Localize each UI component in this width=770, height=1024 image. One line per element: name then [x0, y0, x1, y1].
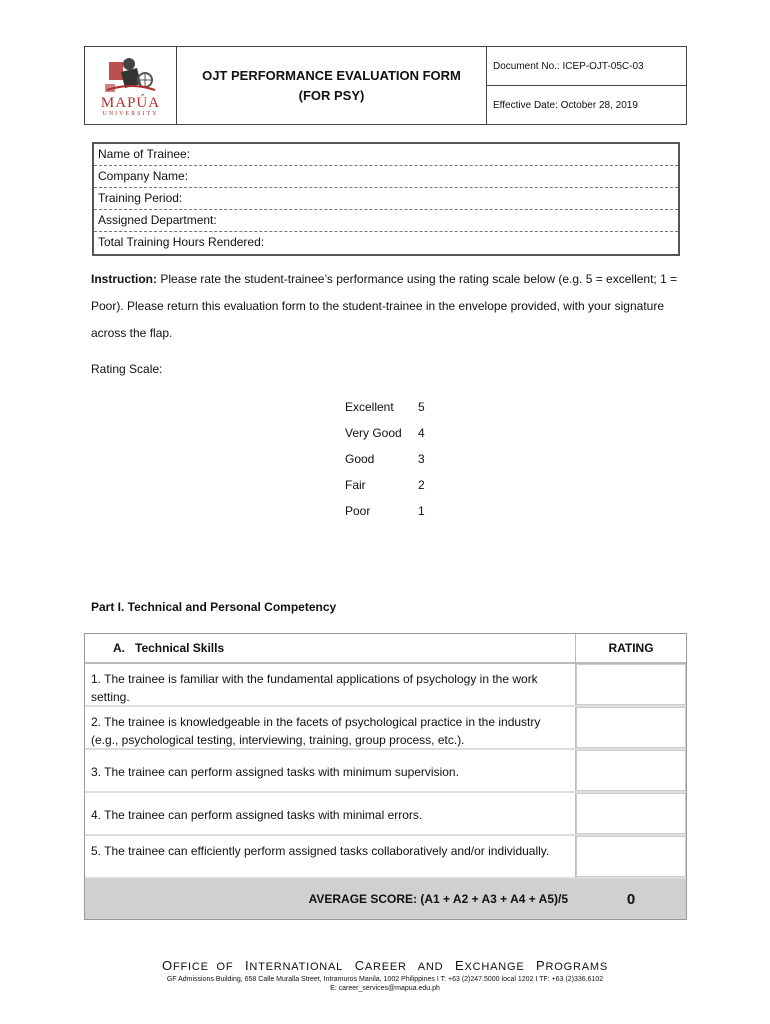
scale-value: 2 — [418, 478, 425, 492]
office-word-cap: C — [354, 958, 365, 973]
section-header: A. Technical Skills — [85, 634, 576, 662]
technical-skills-table — [84, 633, 687, 920]
document-info — [487, 47, 686, 124]
scale-item — [345, 504, 425, 530]
rating-header: RATING — [608, 641, 654, 655]
table-row — [85, 793, 686, 836]
form-title — [177, 47, 487, 124]
rating-cell — [576, 707, 686, 748]
office-word-cap: I — [244, 958, 250, 973]
scale-item — [345, 452, 425, 478]
office-word: AREER — [364, 961, 407, 973]
scale-item — [345, 478, 425, 504]
instruction-label: Instruction: — [91, 272, 157, 286]
office-word-cap: O — [162, 958, 173, 973]
table-row — [85, 664, 686, 707]
rating-input[interactable] — [576, 707, 686, 748]
skill-item-text: 2. The trainee is knowledgeable in the facets of psychological practice in the industry (e.g., psychological testing, interviewing, training, group process, etc.). — [85, 707, 576, 748]
rating-input[interactable] — [576, 750, 686, 791]
scale-label: Fair — [345, 478, 366, 492]
scale-label: Very Good — [345, 426, 402, 440]
scale-value: 5 — [418, 400, 425, 414]
rating-cell — [576, 664, 686, 705]
scale-item — [345, 400, 425, 426]
office-email: E: career_services@mapua.edu.ph — [330, 985, 440, 992]
form-title-line2: (FOR PSY) — [298, 87, 365, 103]
rating-cell — [576, 750, 686, 791]
office-word: ROGRAMS — [545, 961, 608, 973]
form-header — [84, 46, 687, 125]
rating-scale-label: Rating Scale: — [91, 362, 163, 376]
effective-date: Effective Date: October 28, 2019 — [487, 85, 686, 124]
rating-input[interactable] — [576, 664, 686, 705]
assigned-department-field[interactable]: Assigned Department: — [94, 210, 678, 232]
table-row — [85, 750, 686, 793]
logo-name: MAPÚA — [100, 94, 161, 111]
office-name — [0, 958, 770, 973]
company-name-field[interactable]: Company Name: — [94, 166, 678, 188]
instruction-paragraph — [91, 266, 691, 347]
table-row — [85, 836, 686, 879]
university-logo — [85, 47, 177, 124]
office-word-cap: E — [454, 958, 465, 973]
trainee-name-field[interactable]: Name of Trainee: — [94, 144, 678, 166]
office-word: AND — [417, 961, 444, 973]
scale-label: Excellent — [345, 400, 394, 414]
total-hours-field[interactable]: Total Training Hours Rendered: — [98, 235, 265, 249]
rating-input[interactable] — [576, 793, 686, 834]
office-word: XCHANGE — [464, 961, 525, 973]
office-word-cap: P — [536, 958, 546, 973]
office-word: NTERNATIONAL — [249, 961, 344, 973]
scale-value: 3 — [418, 452, 425, 466]
office-word: OF — [216, 961, 234, 973]
rating-cell — [576, 793, 686, 834]
scale-value: 4 — [418, 426, 425, 440]
instruction-text: Please rate the student-trainee’s performance using the rating scale below (e.g. 5 = excellent; 1 = Poor). Please return this evaluation form to the student-trainee in the envelope provided, with your signature across the flap. — [91, 272, 678, 340]
scale-value: 1 — [418, 504, 425, 518]
rating-scale-list — [345, 400, 425, 530]
average-score-row — [85, 879, 686, 919]
skill-item-text: 5. The trainee can efficiently perform assigned tasks collaboratively and/or individually. — [85, 836, 576, 877]
form-title-line1: OJT PERFORMANCE EVALUATION FORM — [202, 67, 461, 83]
page-footer — [0, 958, 770, 992]
part1-title: Part I. Technical and Personal Competency — [91, 600, 337, 614]
scale-label: Poor — [345, 504, 371, 518]
average-score-value: 0 — [626, 890, 636, 908]
skill-item-text: 3. The trainee can perform assigned tasks with minimum supervision. — [85, 750, 576, 791]
rating-cell — [576, 836, 686, 877]
skill-item-text: 1. The trainee is familiar with the fundamental applications of psychology in the work setting. — [85, 664, 576, 705]
skill-item-text: 4. The trainee can perform assigned tasks with minimal errors. — [85, 793, 576, 834]
office-address: GF Admissions Building, 658 Calle Muralla Street, Intramuros Manila, 1002 Philippines I T: +63 (2)247.5000 local 1202 I TF: +63 (2)336.6102 — [166, 976, 604, 983]
average-score-label: AVERAGE SCORE: (A1 + A2 + A3 + A4 + A5)/5 — [308, 892, 568, 906]
scale-label: Good — [345, 452, 375, 466]
logo-subtitle: UNIVERSITY — [102, 110, 159, 117]
rating-input[interactable] — [576, 836, 686, 877]
scale-item — [345, 426, 425, 452]
trainee-info-table — [92, 142, 680, 256]
office-word: FFICE — [172, 961, 209, 973]
document-number: Document No.: ICEP-OJT-05C-03 — [493, 60, 644, 72]
table-row — [85, 707, 686, 750]
seal-icon — [101, 54, 161, 96]
training-period-field[interactable]: Training Period: — [94, 188, 678, 210]
table-header — [85, 634, 686, 664]
